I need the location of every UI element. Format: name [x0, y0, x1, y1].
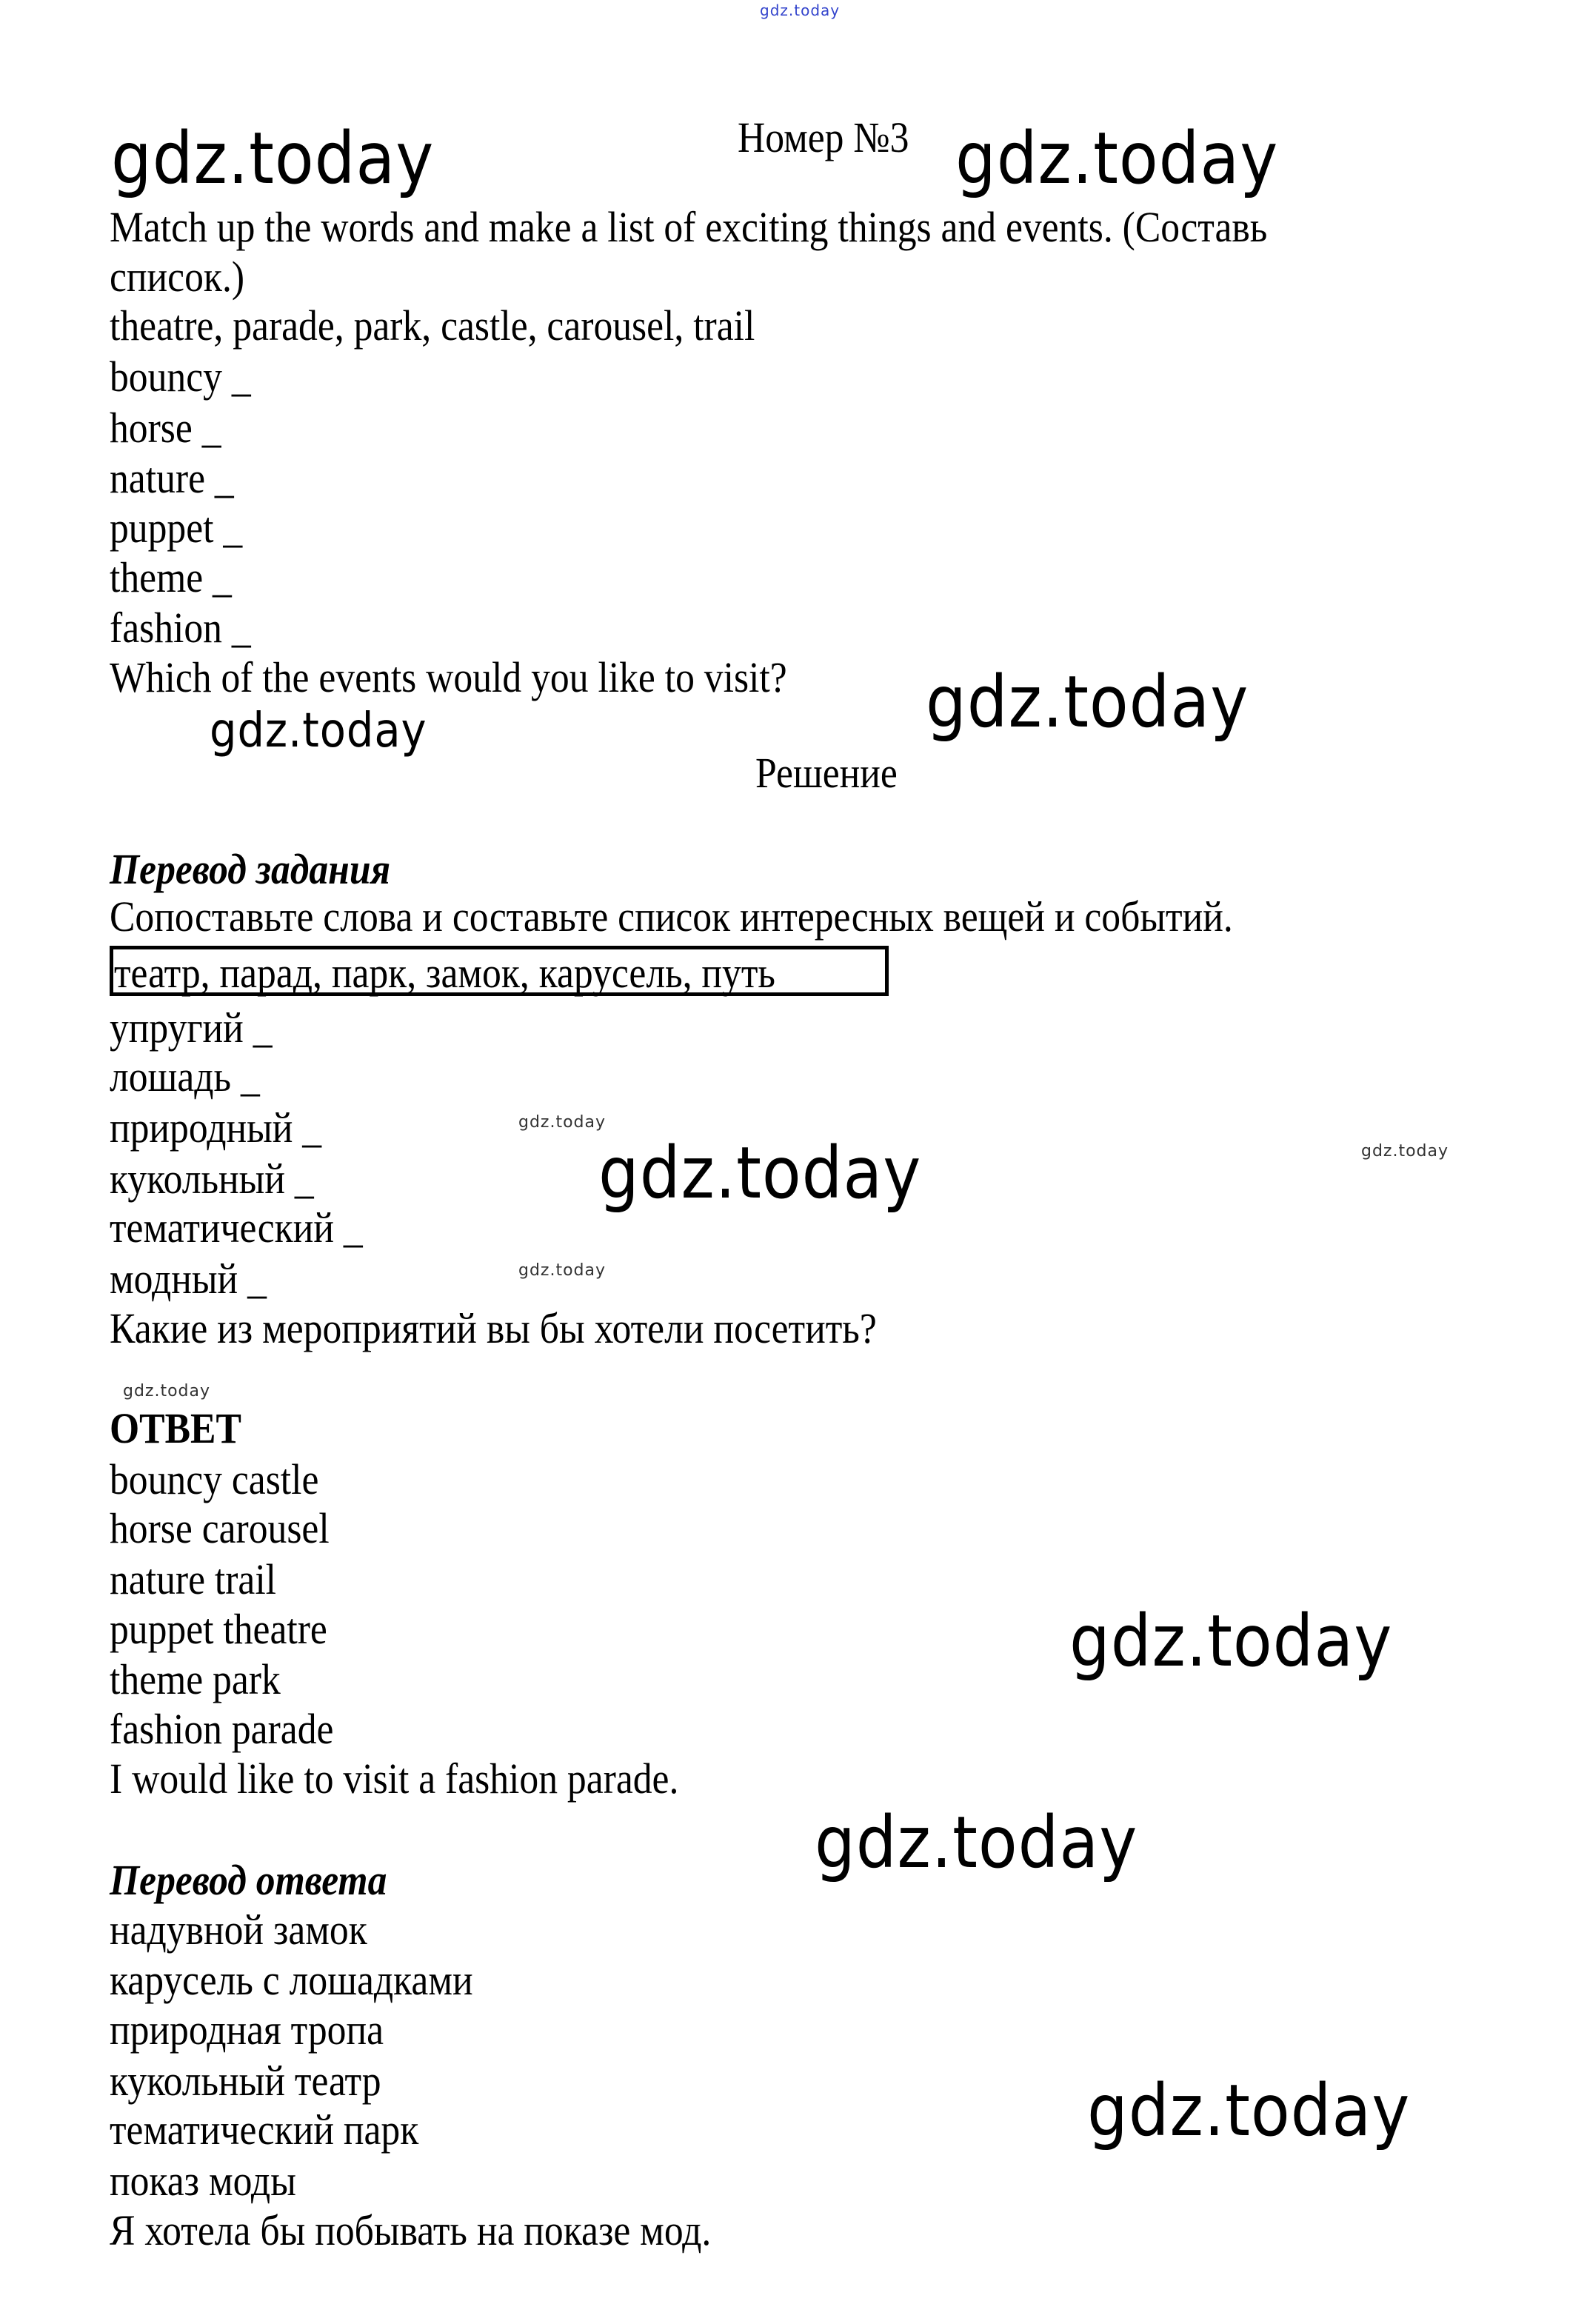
- watermark: gdz.today: [518, 1261, 607, 1280]
- watermark: gdz.today: [1087, 2069, 1411, 2152]
- watermark: gdz.today: [926, 661, 1249, 744]
- watermark: gdz.today: [598, 1132, 922, 1215]
- watermark: gdz.today: [815, 1801, 1138, 1884]
- translation-instruction: Сопоставьте слова и составьте список интересных вещей и событий.: [110, 892, 1233, 941]
- task-instruction-cont: список.): [110, 253, 245, 301]
- task-item: horse _: [110, 404, 221, 452]
- solution-label: Решение: [755, 749, 898, 797]
- task-item: fashion _: [110, 604, 251, 652]
- translation-question: Какие из мероприятий вы бы хотели посетить?: [110, 1304, 877, 1352]
- answer-item: horse carousel: [110, 1504, 330, 1552]
- translation-item: кукольный _: [110, 1155, 314, 1203]
- task-instruction: Match up the words and make a list of exciting things and events. (Составь: [110, 203, 1268, 251]
- task-item: puppet _: [110, 504, 243, 552]
- answer-item: puppet theatre: [110, 1605, 327, 1653]
- watermark: gdz.today: [123, 1382, 211, 1400]
- task-words: theatre, parade, park, castle, carousel, trail: [110, 301, 755, 350]
- answer-translation-heading: Перевод ответа: [110, 1856, 387, 1904]
- watermark: gdz.today: [955, 117, 1279, 200]
- translation-item: упругий _: [110, 1004, 273, 1052]
- answer-item: nature trail: [110, 1555, 277, 1603]
- translation-item: модный _: [110, 1255, 267, 1303]
- task-item: theme _: [110, 553, 232, 601]
- answer-heading: ОТВЕТ: [110, 1404, 241, 1452]
- answer-item: fashion parade: [110, 1705, 334, 1753]
- answer-translation-item: надувной замок: [110, 1906, 367, 1954]
- answer-translation-item: тематический парк: [110, 2106, 419, 2154]
- watermark: gdz.today: [210, 704, 427, 758]
- watermark: gdz.today: [518, 1113, 607, 1132]
- translation-heading: Перевод задания: [110, 845, 391, 893]
- answer-item: bouncy castle: [110, 1455, 319, 1503]
- page-title: Номер №3: [738, 113, 909, 161]
- answer-item: theme park: [110, 1655, 281, 1703]
- task-item: bouncy _: [110, 353, 251, 401]
- answer-translation-item: карусель с лошадками: [110, 1956, 473, 2004]
- watermark-top[interactable]: gdz.today: [760, 1, 841, 19]
- translation-item: тематический _: [110, 1203, 363, 1252]
- watermark: gdz.today: [1069, 1600, 1393, 1683]
- translation-item: природный _: [110, 1103, 322, 1152]
- task-question: Which of the events would you like to visit?: [110, 653, 787, 701]
- answer-translation-item: кукольный театр: [110, 2057, 381, 2105]
- watermark: gdz.today: [1361, 1142, 1449, 1161]
- answer-sentence: I would like to visit a fashion parade.: [110, 1754, 679, 1803]
- translation-item: лошадь _: [110, 1052, 260, 1101]
- watermark: gdz.today: [111, 117, 435, 200]
- answer-translation-item: показ моды: [110, 2157, 296, 2205]
- translation-words: театр, парад, парк, замок, карусель, путь: [114, 949, 775, 997]
- answer-translation-sentence: Я хотела бы побывать на показе мод.: [110, 2206, 712, 2254]
- task-item: nature _: [110, 454, 234, 502]
- answer-translation-item: природная тропа: [110, 2006, 384, 2054]
